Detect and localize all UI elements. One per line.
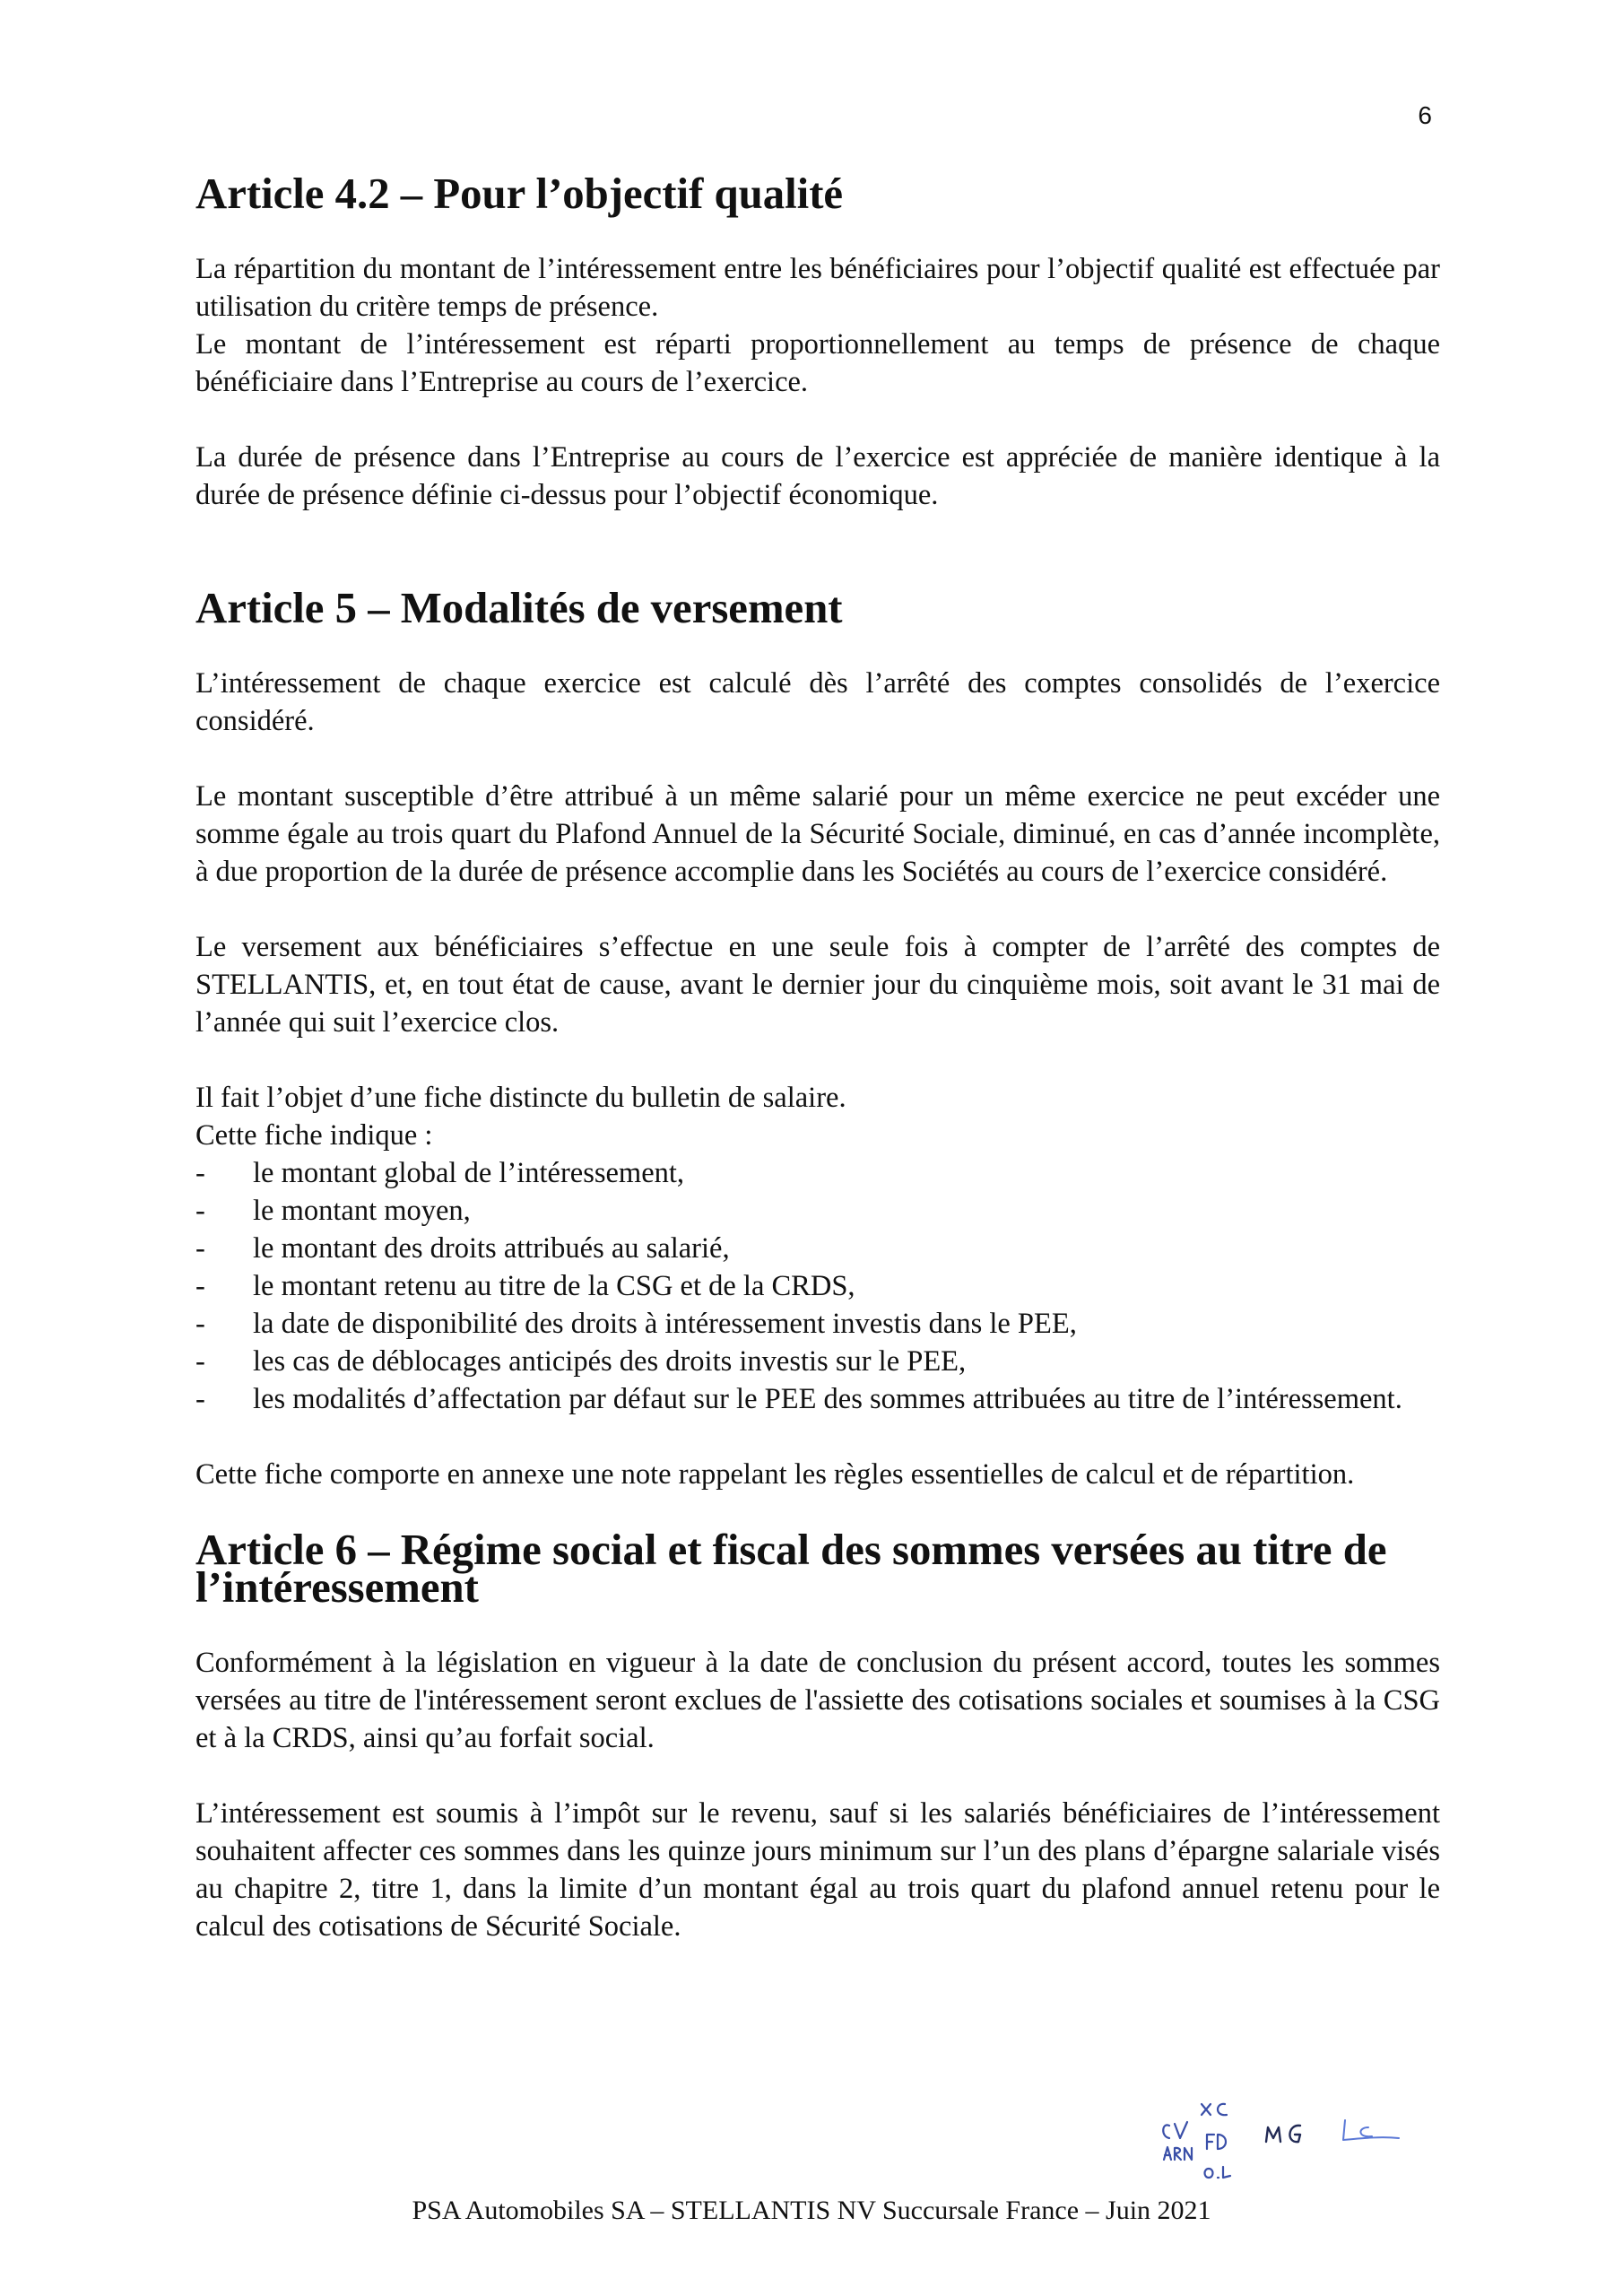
page-footer: PSA Automobiles SA – STELLANTIS NV Succursale France – Juin 2021 [412,2196,1211,2225]
article-5-heading: Article 5 – Modalités de versement [195,584,843,632]
article-4-2-paragraph: La répartition du montant de l’intéressement entre les bénéficiaires pour l’objectif qualité est effectuée par utilisation du critère temps de présence. [195,253,1440,323]
list-item: - les modalités d’affectation par défaut sur le PEE des sommes attribuées au titre de l’intéressement. [195,1380,1440,1418]
bullet-dash: - [195,1195,205,1227]
page-number: 6 [1418,101,1432,129]
list-item: - le montant global de l’intéressement, [195,1154,1440,1192]
bullet-dash: - [195,1157,205,1189]
article-5-paragraph: Le montant susceptible d’être attribué à un même salarié pour un même exercice ne peut excéder une somme égale au trois quart du Plafond Annuel de la Sécurité Sociale, diminué, en cas d’année incomplète, à due proportion de la durée de présence accomplie dans les Sociétés au cours de l’exercice considéré. [195,780,1440,888]
article-5-paragraph: Il fait l’objet d’une fiche distincte du bulletin de salaire. [195,1082,846,1114]
article-4-2-paragraph: Le montant de l’intéressement est réparti proportionnellement au temps de présence de chaque bénéficiaire dans l’Entreprise au cours de l’exercice. [195,328,1440,398]
fiche-contents-list [195,1154,1440,1418]
article-4-2-heading: Article 4.2 – Pour l’objectif qualité [195,170,844,218]
article-5-paragraph: Cette fiche indique : [195,1119,433,1152]
list-item: - le montant retenu au titre de la CSG et de la CRDS, [195,1267,1440,1305]
article-4-2-paragraph: La durée de présence dans l’Entreprise au cours de l’exercice est appréciée de manière identique à la durée de présence définie ci-dessus pour l’objectif économique. [195,441,1440,511]
signature-initials [1157,2097,1453,2187]
bullet-dash: - [195,1345,205,1378]
article-6-paragraph: Conformément à la législation en vigueur à la date de conclusion du présent accord, toutes les sommes versées au titre de l'intéressement seront exclues de l'assiette des cotisations sociales et soumises à la CSG et à la CRDS, ainsi qu’au forfait social. [195,1647,1440,1754]
article-5-paragraph: Le versement aux bénéficiaires s’effectue en une seule fois à compter de l’arrêté des comptes de STELLANTIS, et, en tout état de cause, avant le dernier jour du cinquième mois, soit avant le 31 mai de l’année qui suit l’exercice clos. [195,931,1440,1039]
article-5-paragraph: L’intéressement de chaque exercice est calculé dès l’arrêté des comptes consolidés de l’exercice considéré. [195,667,1440,737]
bullet-dash: - [195,1270,205,1302]
bullet-dash: - [195,1308,205,1340]
bullet-dash: - [195,1383,205,1415]
article-5-closing: Cette fiche comporte en annexe une note rappelant les règles essentielles de calcul et de répartition. [195,1458,1355,1491]
article-6-paragraph: L’intéressement est soumis à l’impôt sur le revenu, sauf si les salariés bénéficiaires de l’intéressement souhaitent affecter ces sommes dans les quinze jours minimum sur l’un des plans d’épargne salariale visés au chapitre 2, titre 1, dans la limite d’un montant égal au trois quart du plafond annuel retenu pour le calcul des cotisations de Sécurité Sociale. [195,1797,1440,1943]
article-6-heading: Article 6 – Régime social et fiscal des sommes versées au titre de l’intéressement [195,1526,1387,1612]
list-item: - le montant des droits attribués au salarié, [195,1230,1440,1267]
document-body [195,170,1440,1945]
list-item: - le montant moyen, [195,1192,1440,1230]
list-item: - les cas de déblocages anticipés des droits investis sur le PEE, [195,1343,1440,1380]
list-item: - la date de disponibilité des droits à intéressement investis dans le PEE, [195,1305,1440,1343]
bullet-dash: - [195,1232,205,1265]
